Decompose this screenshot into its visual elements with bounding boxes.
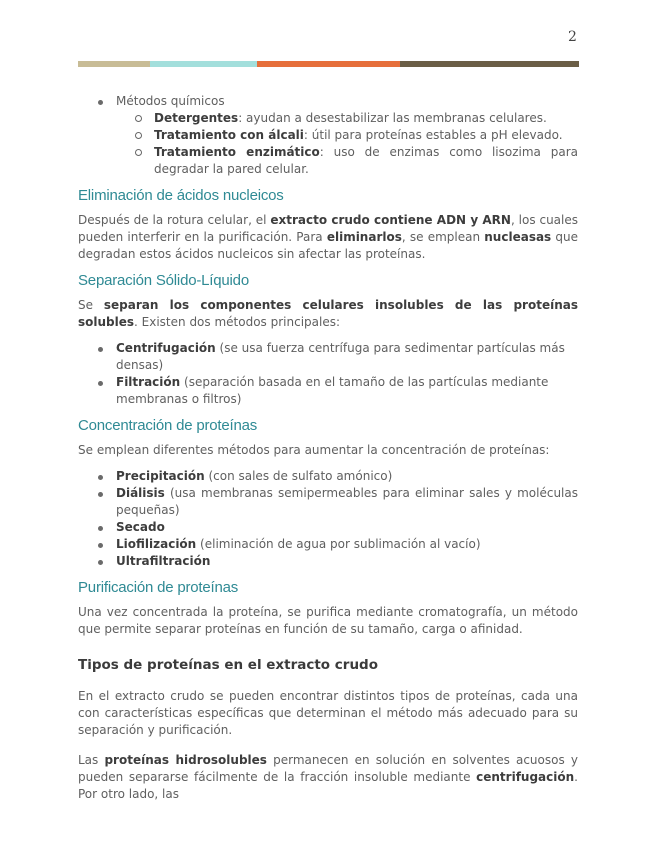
list-item: Ultrafiltración	[78, 553, 578, 570]
paragraph-protein-types: En el extracto crudo se pueden encontrar distintos tipos de proteínas, cada una con características específicas que determinan el método más adecuado para su separación y purificación.	[78, 689, 578, 737]
decorative-color-bar	[78, 61, 579, 67]
list-item: Tratamiento enzimático: uso de enzimas como lisozima para degradar la pared celular.	[116, 144, 578, 178]
paragraph-solid-liquid: Se separan los componentes celulares insolubles de las proteínas solubles. Existen dos métodos principales:	[78, 298, 578, 329]
page-content	[78, 93, 578, 812]
color-segment-orange	[257, 61, 400, 67]
subsection-heading-protein-types: Tipos de proteínas en el extracto crudo	[78, 657, 378, 673]
paragraph-hydrosoluble: Las proteínas hidrosolubles permanecen en solución en solventes acuosos y pueden separarse fácilmente de la fracción insoluble mediante centrifugación. Por otro lado, las	[78, 753, 578, 801]
chemical-methods-list	[78, 93, 578, 178]
paragraph-purification: Una vez concentrada la proteína, se purifica mediante cromatografía, un método que permite separar proteínas en función de su tamaño, carga o afinidad.	[78, 605, 578, 636]
section-heading-concentration: Concentración de proteínas	[78, 417, 258, 434]
list-item-label: Métodos químicos	[116, 94, 225, 108]
list-item: Tratamiento con álcali: útil para proteínas estables a pH elevado.	[116, 127, 578, 144]
list-item	[78, 93, 578, 178]
list-item: Filtración (separación basada en el tamaño de las partículas mediante membranas o filtros)	[78, 374, 578, 408]
list-item: Liofilización (eliminación de agua por sublimación al vacío)	[78, 536, 578, 553]
section-heading-nucleic-acids: Eliminación de ácidos nucleicos	[78, 187, 284, 204]
paragraph-nucleic-acids: Después de la rotura celular, el extracto crudo contiene ADN y ARN, los cuales pueden interferir en la purificación. Para eliminarlos, se emplean nucleasas que degradan estos ácidos nucleicos sin afectar las proteínas.	[78, 213, 578, 261]
section-heading-purification: Purificación de proteínas	[78, 579, 239, 596]
paragraph-concentration: Se emplean diferentes métodos para aumentar la concentración de proteínas:	[78, 443, 550, 457]
list-item: Detergentes: ayudan a desestabilizar las membranas celulares.	[116, 110, 578, 127]
color-segment-aqua	[150, 61, 257, 67]
section-heading-solid-liquid: Separación Sólido-Líquido	[78, 272, 249, 289]
chemical-methods-sublist	[116, 110, 578, 178]
list-item: Precipitación (con sales de sulfato amónico)	[78, 468, 578, 485]
list-item: Centrifugación (se usa fuerza centrífuga para sedimentar partículas más densas)	[78, 340, 578, 374]
list-item: Secado	[78, 519, 578, 536]
color-segment-tan	[78, 61, 150, 67]
solid-liquid-list	[78, 340, 578, 408]
list-item: Diálisis (usa membranas semipermeables para eliminar sales y moléculas pequeñas)	[78, 485, 578, 519]
concentration-methods-list	[78, 468, 578, 570]
page-number: 2	[568, 29, 577, 45]
color-segment-brown	[400, 61, 579, 67]
